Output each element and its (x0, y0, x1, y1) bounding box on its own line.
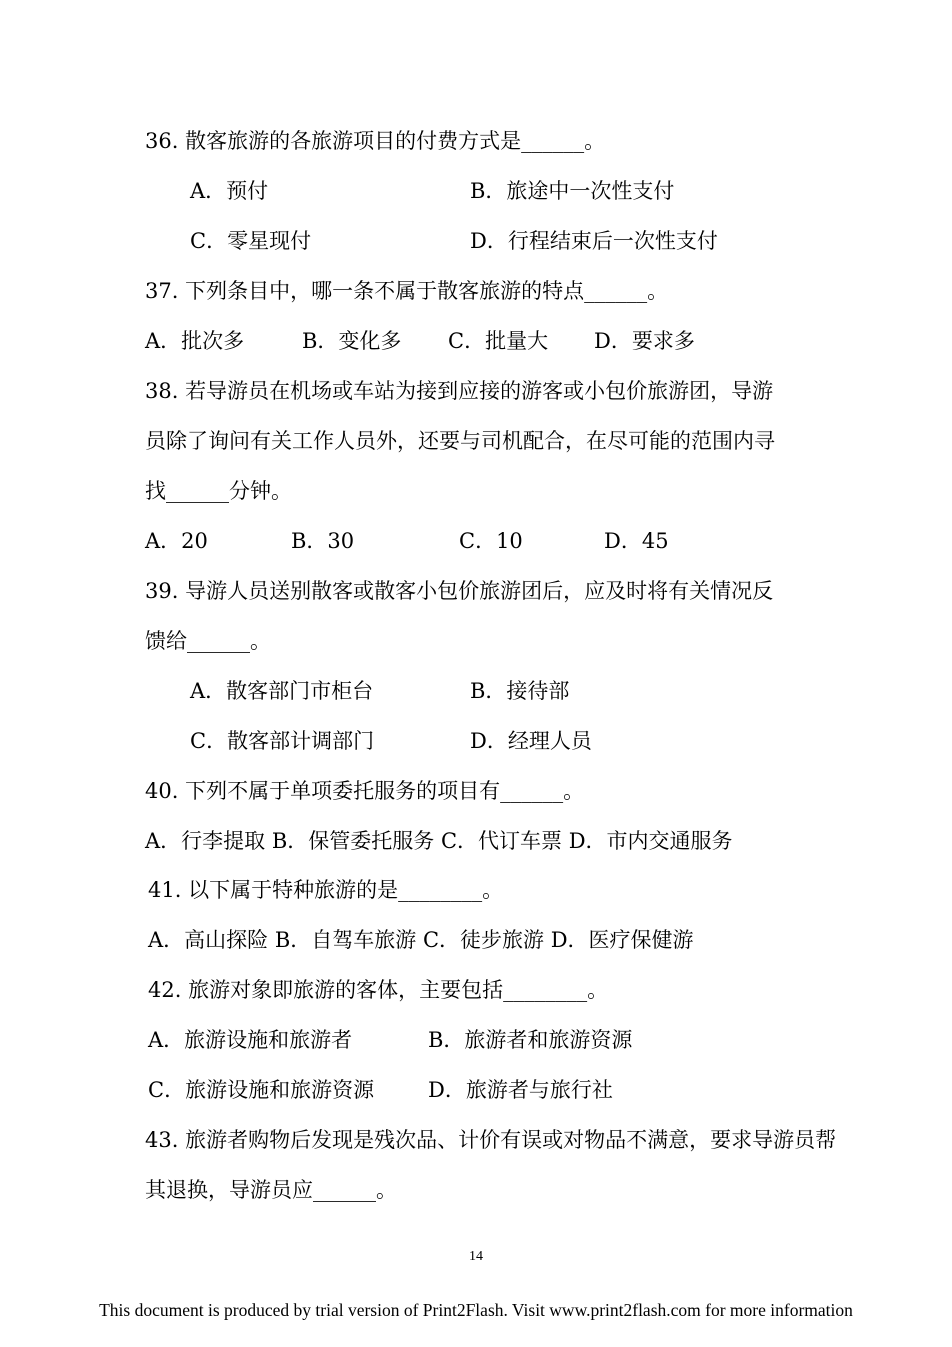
page-number: 14 (469, 1249, 483, 1264)
question-37-option-b: B．变化多 (302, 329, 402, 353)
question-36-stem: 36. 散客旅游的各旅游项目的付费方式是______。 (145, 129, 606, 153)
question-43-stem-line-1: 43. 旅游者购物后发现是残次品、计价有误或对物品不满意，要求导游员帮 (145, 1128, 837, 1152)
question-38-option-c: C．10 (459, 529, 523, 553)
question-42-option-c: C．旅游设施和旅游资源 (148, 1078, 375, 1102)
question-39-stem-line-2: 馈给______。 (145, 629, 271, 653)
question-37-option-d: D．要求多 (594, 329, 695, 353)
question-38-option-b: B．30 (291, 529, 355, 553)
question-38-stem-line-1: 38. 若导游员在机场或车站为接到应接的游客或小包价旅游团，导游 (145, 379, 774, 403)
question-40-options: A．行李提取 B．保管委托服务 C．代订车票 D．市内交通服务 (145, 829, 733, 853)
question-41-options: A．高山探险 B．自驾车旅游 C．徒步旅游 D．医疗保健游 (148, 928, 694, 952)
question-39-option-b: B．接待部 (470, 679, 570, 703)
question-39-option-c: C．散客部计调部门 (190, 729, 375, 753)
question-38-option-d: D．45 (604, 529, 669, 553)
question-42-stem: 42. 旅游对象即旅游的客体，主要包括________。 (148, 978, 609, 1002)
question-39-option-a: A．散客部门市柜台 (190, 679, 374, 703)
question-36-option-a: A．预付 (190, 179, 269, 203)
question-40-stem: 40. 下列不属于单项委托服务的项目有______。 (145, 779, 585, 803)
question-38-stem-line-3: 找______分钟。 (145, 479, 292, 503)
question-37-option-a: A．批次多 (145, 329, 245, 353)
question-36-option-d: D．行程结束后一次性支付 (470, 229, 718, 253)
question-36-option-b: B．旅途中一次性支付 (470, 179, 675, 203)
question-39-stem-line-1: 39. 导游人员送别散客或散客小包价旅游团后，应及时将有关情况反 (145, 579, 774, 603)
question-43-stem-line-2: 其退换，导游员应______。 (145, 1178, 397, 1202)
question-38-option-a: A．20 (145, 529, 208, 553)
question-42-option-d: D．旅游者与旅行社 (428, 1078, 613, 1102)
question-42-option-a: A．旅游设施和旅游者 (148, 1028, 353, 1052)
question-36-option-c: C．零星现付 (190, 229, 312, 253)
question-37-option-c: C．批量大 (448, 329, 549, 353)
question-38-stem-line-2: 员除了询问有关工作人员外，还要与司机配合，在尽可能的范围内寻 (145, 429, 775, 453)
question-41-stem: 41. 以下属于特种旅游的是________。 (148, 878, 504, 902)
question-37-stem: 37. 下列条目中，哪一条不属于散客旅游的特点______。 (145, 279, 669, 303)
question-42-option-b: B．旅游者和旅游资源 (428, 1028, 633, 1052)
trial-version-notice: This document is produced by trial version of Print2Flash. Visit www.print2flash.com for more information (99, 1300, 853, 1320)
question-39-option-d: D．经理人员 (470, 729, 592, 753)
